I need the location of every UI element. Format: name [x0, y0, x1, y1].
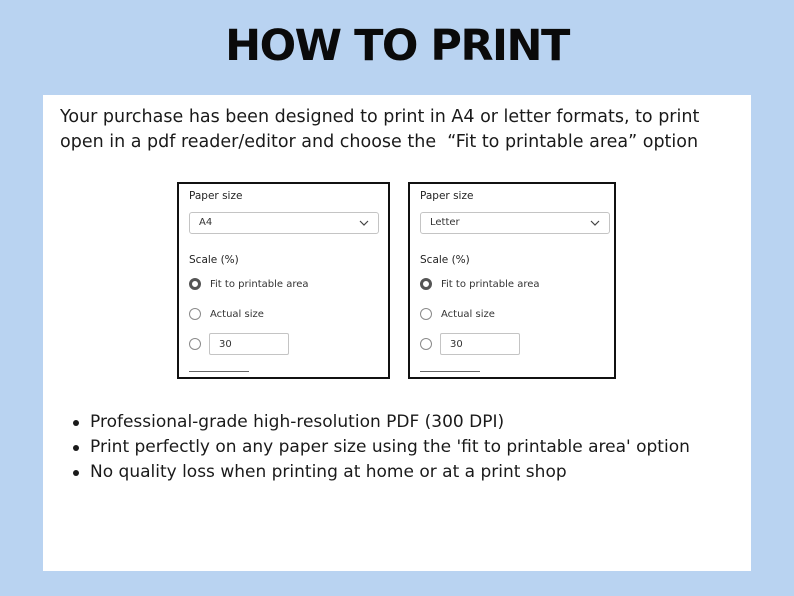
list-item [90, 460, 690, 485]
radio-unselected[interactable] [189, 308, 201, 320]
custom-scale-input[interactable] [209, 333, 289, 355]
chevron-down-icon [590, 219, 600, 227]
instructions-card [43, 95, 751, 571]
paper-size-value: Letter [430, 217, 460, 228]
paper-size-label: Paper size [189, 190, 243, 202]
custom-scale-input[interactable] [440, 333, 520, 355]
cut-off-content [189, 371, 249, 378]
option-label: Actual size [210, 309, 264, 320]
custom-scale-value: 30 [450, 339, 463, 350]
custom-scale-value: 30 [219, 339, 232, 350]
cut-off-content [420, 371, 480, 378]
list-item [90, 410, 690, 435]
bullet-dot [73, 445, 79, 451]
radio-unselected[interactable] [420, 338, 432, 350]
radio-selected[interactable] [189, 278, 201, 290]
list-item-text: Professional-grade high-resolution PDF (300 DPI) [90, 412, 505, 432]
page-title: HOW TO PRINT [225, 21, 569, 71]
bullet-dot [73, 470, 79, 476]
list-item-text: Print perfectly on any paper size using the 'fit to printable area' option [90, 437, 690, 457]
option-label: Fit to printable area [441, 279, 540, 290]
paper-size-label: Paper size [420, 190, 474, 202]
print-settings-panel-a4 [177, 182, 390, 379]
scale-label: Scale (%) [189, 254, 239, 266]
radio-unselected[interactable] [420, 308, 432, 320]
scale-label: Scale (%) [420, 254, 470, 266]
paper-size-value: A4 [199, 217, 213, 228]
list-item-text: No quality loss when printing at home or at a print shop [90, 462, 567, 482]
feature-list [90, 410, 690, 485]
chevron-down-icon [359, 219, 369, 227]
paper-size-select[interactable] [420, 212, 610, 234]
bullet-dot [73, 420, 79, 426]
option-label: Fit to printable area [210, 279, 309, 290]
radio-unselected[interactable] [189, 338, 201, 350]
list-item [90, 435, 690, 460]
print-settings-panel-letter [408, 182, 616, 379]
radio-selected[interactable] [420, 278, 432, 290]
option-label: Actual size [441, 309, 495, 320]
paper-size-select[interactable] [189, 212, 379, 234]
intro-text: Your purchase has been designed to print in A4 or letter formats, to print open in a pdf reader/editor and choose the “Fit to printable area” option [60, 107, 705, 152]
